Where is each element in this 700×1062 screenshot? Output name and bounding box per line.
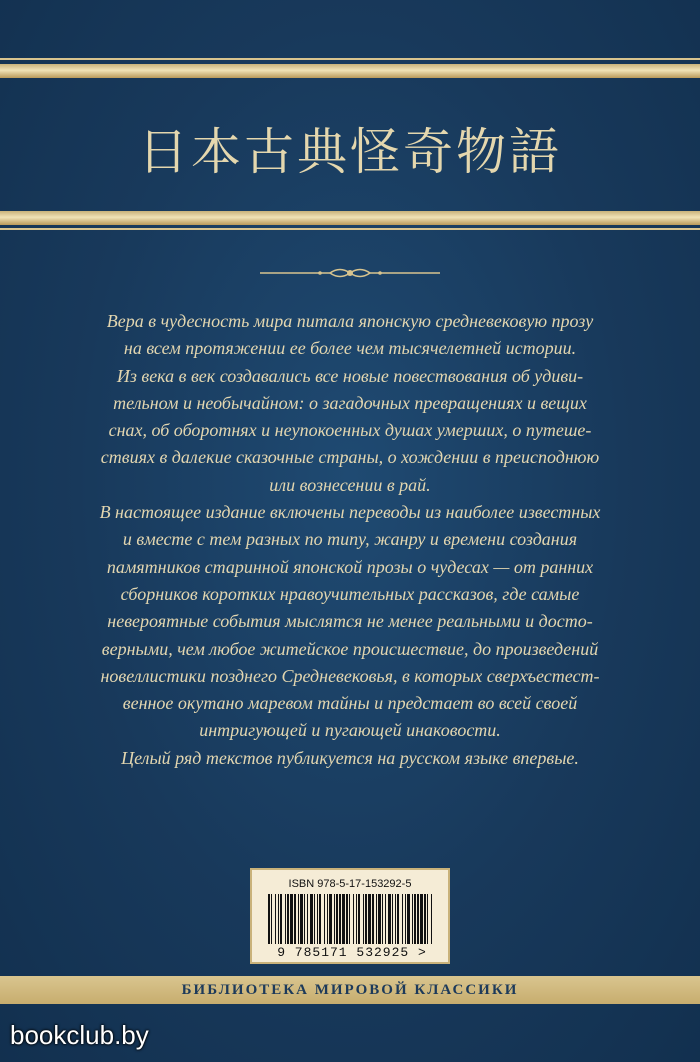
text-line: на всем протяжении ее более чем тысячелетней истории. [123, 338, 577, 359]
japanese-title: 日本古典怪奇物語 [138, 123, 562, 181]
text-line: и вместе с тем разных по типу, жанру и времени создания [122, 529, 578, 550]
site-watermark: bookclub.by [10, 1020, 149, 1050]
top-gold-line [0, 58, 700, 60]
barcode-image [266, 894, 436, 944]
text-line: невероятные события мыслятся не менее реальными и досто- [107, 611, 593, 632]
lower-gold-line [0, 228, 700, 230]
top-gold-band [0, 64, 700, 78]
description-text [30, 308, 670, 772]
lower-gold-band [0, 211, 700, 225]
isbn-digits: 9 785171 532925 > [277, 945, 427, 960]
ornament-divider [260, 264, 440, 282]
text-line: или вознесении в рай. [269, 474, 431, 495]
text-line: интригующей и пугающей инаковости. [199, 720, 501, 741]
text-line: сборников коротких нравоучительных рассказов, где самые [120, 583, 580, 604]
isbn-label: ISBN 978-5-17-153292-5 [288, 878, 412, 890]
series-name-bar: БИБЛИОТЕКА МИРОВОЙ КЛАССИКИ [0, 976, 700, 1004]
text-line: новеллистики позднего Средневековья, в которых сверхъестест- [100, 665, 600, 686]
text-line: снах, об оборотнях и неупокоенных душах умерших, о путеше- [108, 420, 592, 441]
text-line: верными, чем любое житейское происшествие, до произведений [101, 638, 599, 659]
text-line: Из века в век создавались все новые повествования об удиви- [116, 365, 584, 386]
text-line: Целый ряд текстов публикуется на русском языке впервые. [121, 747, 579, 768]
text-line: Вера в чудесность мира питала японскую средневековую прозу [106, 311, 594, 331]
text-line: В настоящее издание включены переводы из наиболее известных [99, 502, 601, 523]
text-line: венное окутано маревом тайны и предстает во всей своей [122, 693, 578, 714]
text-line: тельном и необычайном: о загадочных превращениях и вещих [113, 392, 587, 413]
text-line: памятников старинной японской прозы о чудесах — от ранних [106, 556, 594, 577]
text-line: ствиях в далекие сказочные страны, о хождении в преисподнюю [100, 447, 600, 468]
isbn-barcode-box [250, 868, 450, 964]
